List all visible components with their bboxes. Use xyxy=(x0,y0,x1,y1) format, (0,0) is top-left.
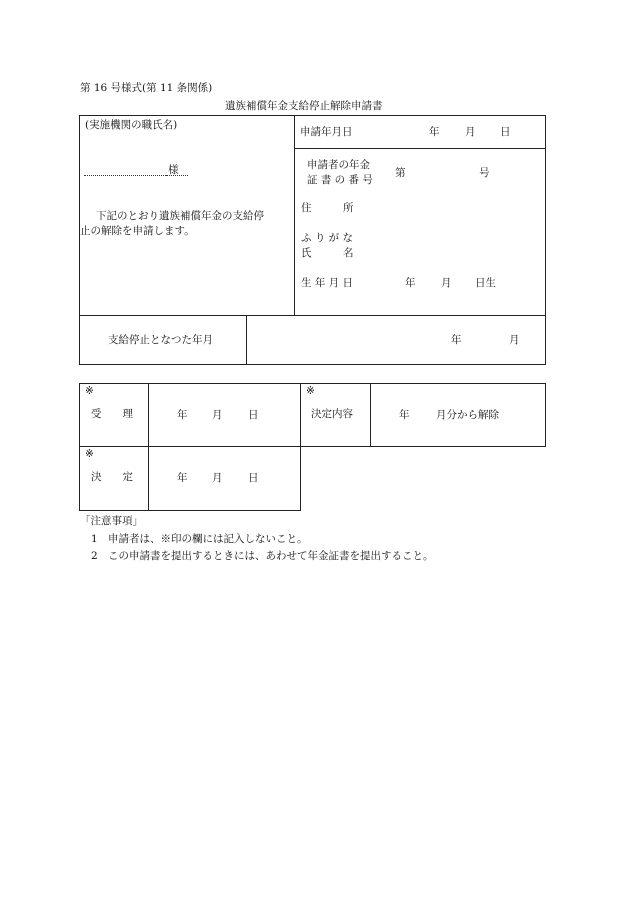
applied-date-day: 日 xyxy=(500,126,511,138)
main-table-divider xyxy=(246,315,247,365)
decision-label: 決 定 xyxy=(91,471,133,483)
stop-month-label: 支給停止となつた年月 xyxy=(108,334,213,346)
main-table-divider xyxy=(294,115,295,315)
note-number: 1 xyxy=(91,533,98,545)
decision-content-label: 決定内容 xyxy=(311,408,353,420)
stop-month-year: 年 xyxy=(451,334,462,346)
office-divider xyxy=(148,383,149,511)
asterisk-mark: ※ xyxy=(85,385,94,397)
asterisk-mark: ※ xyxy=(85,448,94,460)
form-number: 第 16 号様式(第 11 条関係) xyxy=(80,82,213,94)
request-text: 下記のとおり遺族補償年金の支給停 xyxy=(96,210,264,222)
stop-month-month: 月 xyxy=(509,334,520,346)
receipt-day: 日 xyxy=(248,409,259,421)
note-text: この申請書を提出するときには、あわせて年金証書を提出すること。 xyxy=(108,550,434,562)
notes-heading: 「注意事項」 xyxy=(80,515,143,527)
org-label: (実施機関の職氏名) xyxy=(85,119,178,131)
org-name-line xyxy=(84,175,166,176)
certificate-label: 申請者の年金 xyxy=(307,159,370,171)
asterisk-mark: ※ xyxy=(306,385,315,397)
main-table-rule xyxy=(294,148,546,149)
release-text: 月分から解除 xyxy=(436,409,499,421)
main-table-rule xyxy=(79,315,546,316)
office-divider xyxy=(300,383,301,511)
birth-year: 年 xyxy=(405,277,416,289)
sama-label: 様 xyxy=(168,164,179,176)
receipt-month: 月 xyxy=(212,409,223,421)
note-text: 申請者は、※印の欄には記入しないこと。 xyxy=(108,533,308,545)
decision-day: 日 xyxy=(248,472,259,484)
applied-date-label: 申請年月日 xyxy=(300,126,353,138)
office-divider xyxy=(79,446,80,511)
birth-month: 月 xyxy=(441,277,452,289)
office-bottom-rule xyxy=(79,510,301,511)
receipt-label: 受 理 xyxy=(91,408,133,420)
org-name-line xyxy=(166,175,188,176)
certificate-label: 証 書 の 番 号 xyxy=(307,174,373,186)
form-title: 遺族補償年金支給停止解除申請書 xyxy=(225,100,383,112)
release-year: 年 xyxy=(399,409,410,421)
decision-month: 月 xyxy=(212,472,223,484)
request-text: 止の解除を申請します。 xyxy=(80,225,195,237)
furigana-label: ふ り が な xyxy=(301,232,354,244)
applied-date-month: 月 xyxy=(465,126,476,138)
address-label: 住 所 xyxy=(301,202,354,214)
receipt-year: 年 xyxy=(177,409,188,421)
decision-year: 年 xyxy=(177,472,188,484)
name-label: 氏 名 xyxy=(301,247,354,259)
birth-label: 生 年 月 日 xyxy=(301,277,354,289)
certificate-dai: 第 xyxy=(395,167,406,179)
birth-day: 日生 xyxy=(475,277,496,289)
office-divider xyxy=(370,383,371,447)
note-number: 2 xyxy=(91,550,98,562)
certificate-go: 号 xyxy=(479,167,490,179)
applied-date-year: 年 xyxy=(429,126,440,138)
